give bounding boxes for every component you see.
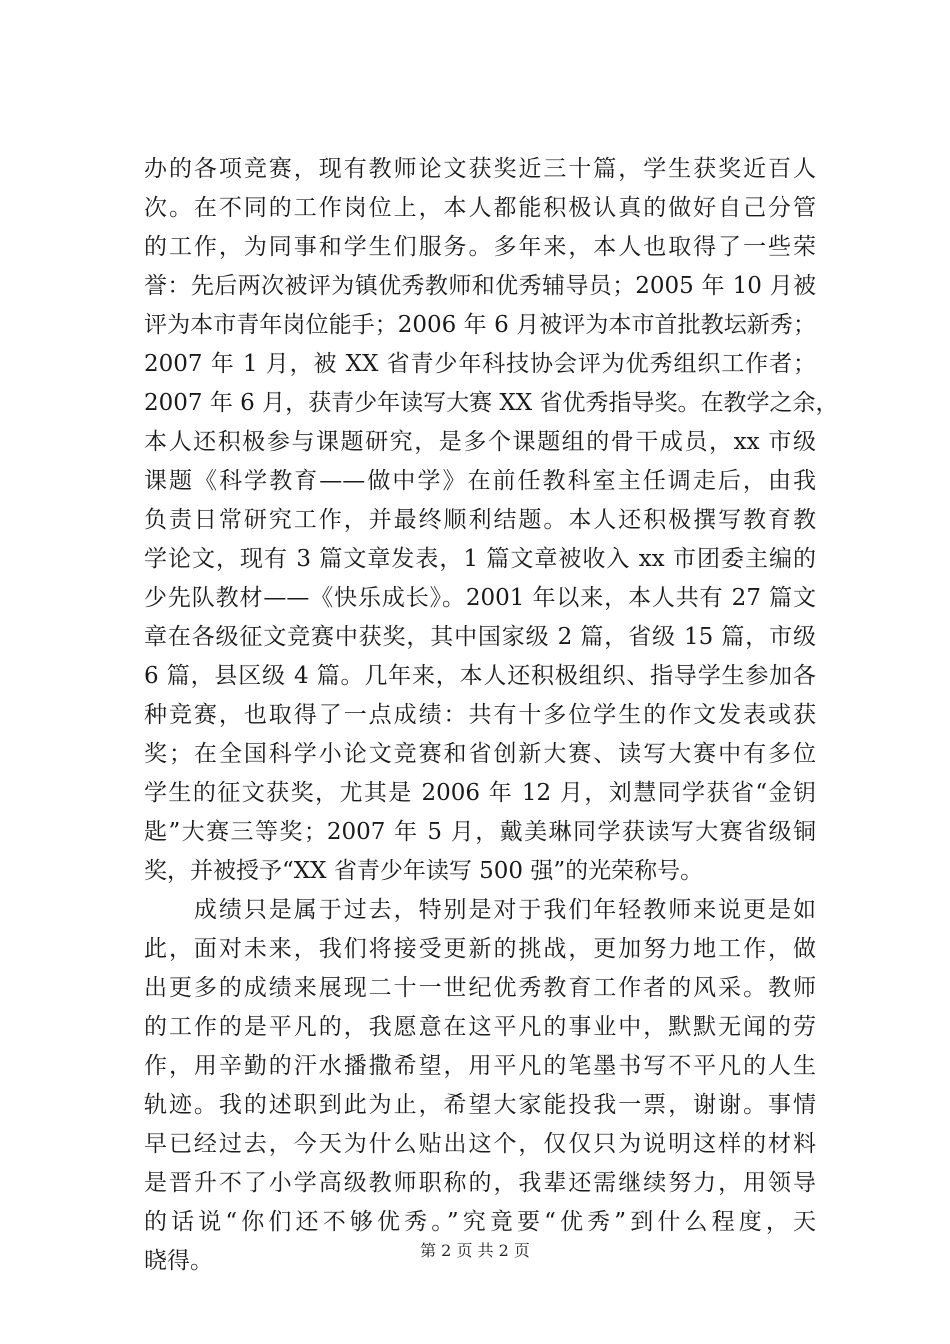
text-line: 学论文，现有 3 篇文章发表，1 篇文章被收入 xx 市团委主编的 [144, 546, 816, 572]
text-line: 轨迹。我的述职到此为止，希望大家能投我一票，谢谢。事情 [144, 1092, 816, 1118]
text-line: 誉：先后两次被评为镇优秀教师和优秀辅导员；2005 年 10 月被 [144, 273, 816, 299]
text-line: 课题《科学教育——做中学》在前任教科室主任调走后，由我 [144, 468, 816, 494]
text-line: 的话说“你们还不够优秀。”究竟要“优秀”到什么程度，天 [144, 1209, 816, 1235]
text-line: 2007 年 1 月，被 XX 省青少年科技协会评为优秀组织工作者； [144, 351, 816, 377]
text-line: 学生的征文获奖，尤其是 2006 年 12 月，刘慧同学获省“金钥 [144, 780, 816, 806]
text-line: 的工作，为同事和学生们服务。多年来，本人也取得了一些荣 [144, 234, 816, 260]
text-line: 少先队教材——《快乐成长》。2001 年以来，本人共有 27 篇文 [144, 585, 816, 611]
text-line: 次。在不同的工作岗位上，本人都能积极认真的做好自己分管 [144, 195, 816, 221]
text-line: 奖；在全国科学小论文竞赛和省创新大赛、读写大赛中有多位 [144, 741, 816, 767]
text-line: 奖，并被授予“XX 省青少年读写 500 强”的光荣称号。 [144, 858, 704, 884]
text-line: 匙”大赛三等奖；2007 年 5 月，戴美琳同学获读写大赛省级铜 [144, 819, 816, 845]
text-line: 的工作的是平凡的，我愿意在这平凡的事业中，默默无闻的劳 [144, 1014, 816, 1040]
text-line: 出更多的成绩来展现二十一世纪优秀教育工作者的风采。教师 [144, 975, 816, 1001]
text-line: 2007 年 6 月，获青少年读写大赛 XX 省优秀指导奖。在教学之余， [144, 390, 839, 416]
document-body [144, 150, 839, 1281]
text-line: 成绩只是属于过去，特别是对于我们年轻教师来说更是如 [144, 897, 816, 923]
text-line: 是晋升不了小学高级教师职称的，我辈还需继续努力，用领导 [144, 1170, 816, 1196]
text-line: 作，用辛勤的汗水播撒希望，用平凡的笔墨书写不平凡的人生 [144, 1053, 816, 1079]
text-line: 种竞赛，也取得了一点成绩：共有十多位学生的作文发表或获 [144, 702, 816, 728]
text-line: 本人还积极参与课题研究，是多个课题组的骨干成员，xx 市级 [144, 429, 816, 455]
paragraph-2 [144, 891, 816, 1281]
text-line: 早已经过去，今天为什么贴出这个，仅仅只为说明这样的材料 [144, 1131, 816, 1157]
text-line: 此，面对未来，我们将接受更新的挑战，更加努力地工作，做 [144, 936, 816, 962]
text-line: 6 篇，县区级 4 篇。几年来，本人还积极组织、指导学生参加各 [144, 663, 816, 689]
page-footer: 第 2 页 共 2 页 [420, 1241, 530, 1260]
text-line: 章在各级征文竞赛中获奖，其中国家级 2 篇，省级 15 篇，市级 [144, 624, 816, 650]
text-line: 办的各项竞赛，现有教师论文获奖近三十篇，学生获奖近百人 [144, 156, 816, 182]
text-line: 评为本市青年岗位能手；2006 年 6 月被评为本市首批教坛新秀； [144, 312, 816, 338]
paragraph-1 [144, 150, 839, 891]
text-line: 晓得。 [144, 1248, 213, 1274]
text-line: 负责日常研究工作，并最终顺利结题。本人还积极撰写教育教 [144, 507, 816, 533]
